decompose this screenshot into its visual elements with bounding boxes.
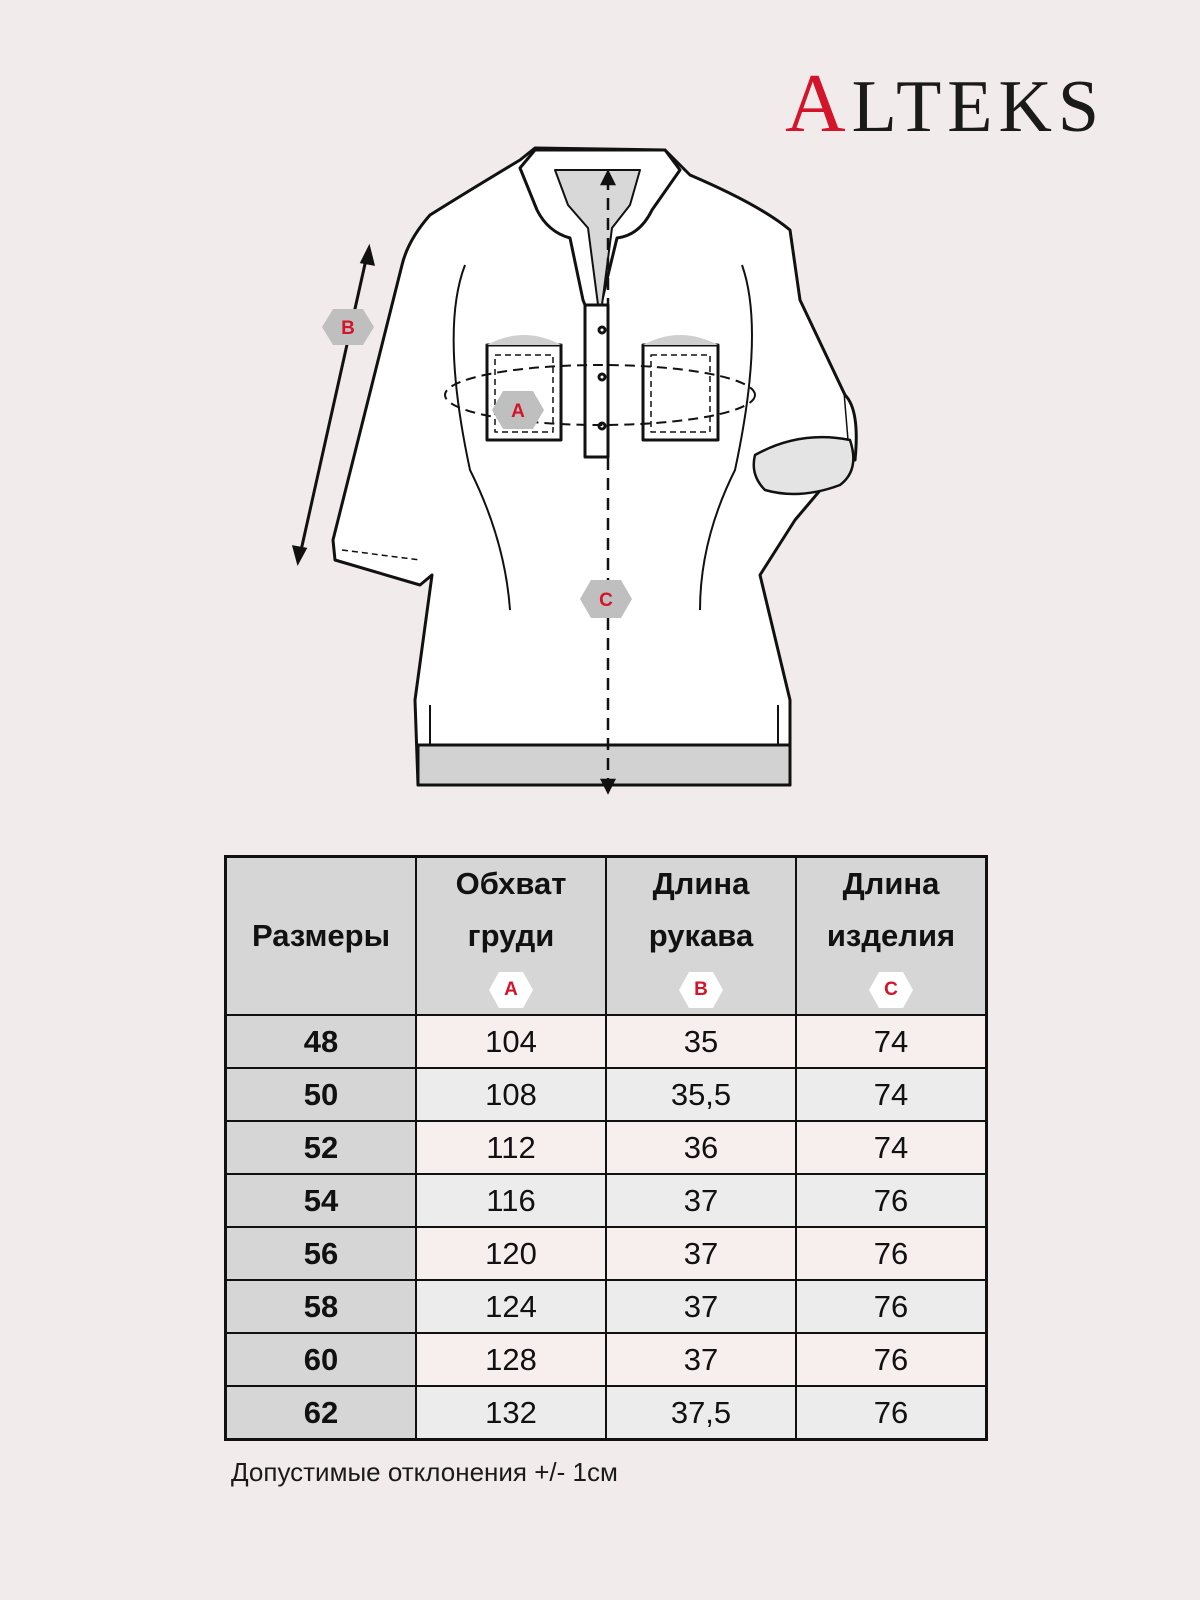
length-cell: 74 <box>796 1015 987 1068</box>
badge-c: C <box>867 970 915 1010</box>
table-row <box>226 1386 987 1440</box>
length-cell: 74 <box>796 1121 987 1174</box>
chest-cell: 128 <box>416 1333 606 1386</box>
size-cell: 60 <box>226 1333 417 1386</box>
table-row <box>226 1227 987 1280</box>
length-cell: 76 <box>796 1174 987 1227</box>
sleeve-cell: 37,5 <box>606 1386 796 1440</box>
header-length: Длина изделия C <box>796 857 987 1016</box>
marker-c-label: C <box>599 590 613 611</box>
size-cell: 62 <box>226 1386 417 1440</box>
chest-cell: 112 <box>416 1121 606 1174</box>
logo-rest: LTEKS <box>851 66 1106 148</box>
length-cell: 76 <box>796 1386 987 1440</box>
size-cell: 56 <box>226 1227 417 1280</box>
sleeve-cell: 35 <box>606 1015 796 1068</box>
table-row <box>226 1015 987 1068</box>
sleeve-cell: 35,5 <box>606 1068 796 1121</box>
length-cell: 76 <box>796 1227 987 1280</box>
badge-a: A <box>487 970 535 1010</box>
length-cell: 76 <box>796 1333 987 1386</box>
size-cell: 54 <box>226 1174 417 1227</box>
table-row <box>226 1068 987 1121</box>
right-pocket <box>643 345 718 440</box>
marker-a-label: A <box>511 401 525 422</box>
chest-cell: 120 <box>416 1227 606 1280</box>
size-cell: 50 <box>226 1068 417 1121</box>
marker-b <box>322 309 374 345</box>
table-row <box>226 1280 987 1333</box>
chest-cell: 104 <box>416 1015 606 1068</box>
size-cell: 52 <box>226 1121 417 1174</box>
length-cell: 76 <box>796 1280 987 1333</box>
tolerance-note: Допустимые отклонения +/- 1см <box>231 1457 618 1487</box>
table-row <box>226 1333 987 1386</box>
chest-cell: 132 <box>416 1386 606 1440</box>
sleeve-cell: 37 <box>606 1280 796 1333</box>
sleeve-cell: 36 <box>606 1121 796 1174</box>
length-cell: 74 <box>796 1068 987 1121</box>
size-cell: 48 <box>226 1015 417 1068</box>
sleeve-cell: 37 <box>606 1333 796 1386</box>
header-chest: Обхват груди A <box>416 857 606 1016</box>
sleeve-cell: 37 <box>606 1227 796 1280</box>
size-chart-table <box>224 855 988 1441</box>
marker-c <box>580 580 632 618</box>
header-sizes: Размеры <box>226 857 417 1016</box>
chest-cell: 124 <box>416 1280 606 1333</box>
logo-first-letter: A <box>785 57 852 150</box>
chest-cell: 108 <box>416 1068 606 1121</box>
size-cell: 58 <box>226 1280 417 1333</box>
marker-b-label: B <box>341 318 355 339</box>
badge-b: B <box>677 970 725 1010</box>
table-row <box>226 1121 987 1174</box>
header-sleeve: Длина рукава B <box>606 857 796 1016</box>
table-row <box>226 1174 987 1227</box>
marker-a <box>492 391 544 429</box>
table-header-row <box>226 857 987 1016</box>
sleeve-cell: 37 <box>606 1174 796 1227</box>
chest-cell: 116 <box>416 1174 606 1227</box>
